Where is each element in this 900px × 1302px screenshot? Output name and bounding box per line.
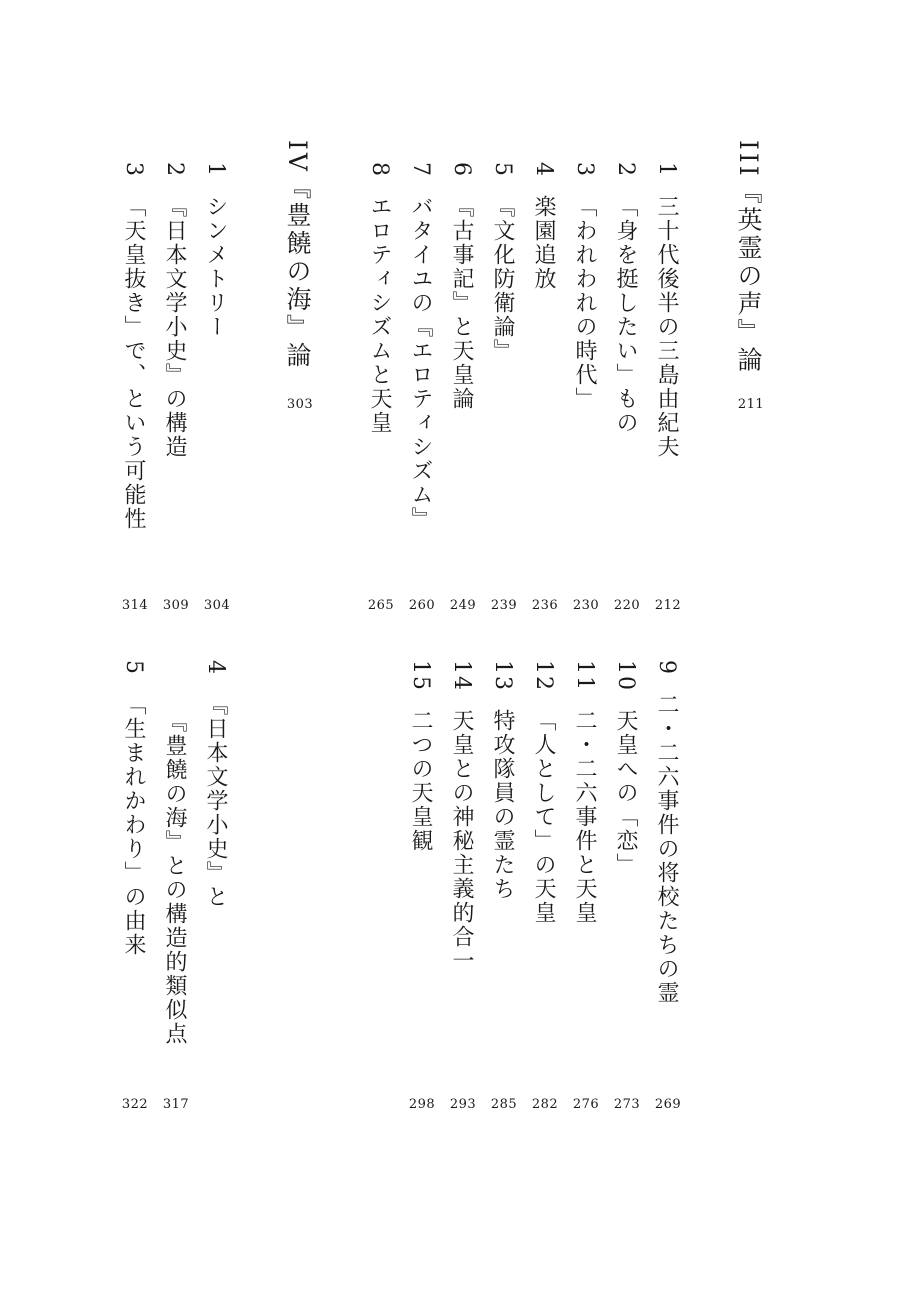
toc-entry-4-4[interactable] [204,660,226,909]
toc-entry-4-1[interactable] [204,162,226,339]
chapter-title: 「天皇抜き」で、という可能性 [121,195,146,531]
chapter-title: 「人として」の天皇 [531,709,556,925]
toc-entry-3-5[interactable] [491,162,513,363]
part-heading-3: III『英霊の声』論 [734,140,763,375]
toc-page-number: 304 [203,598,231,613]
chapter-number: 6 [449,162,474,178]
chapter-title: 天皇への「恋」 [613,709,638,877]
chapter-number: 10 [613,660,638,692]
toc-page-number: 276 [572,1097,600,1112]
toc-entry-3-9[interactable] [655,660,677,1005]
toc-entry-3-8[interactable] [368,162,390,435]
toc-entry-4-2[interactable] [163,162,185,459]
toc-entry-3-13[interactable] [491,660,513,901]
chapter-title: 三十代後半の三島由紀夫 [654,195,679,459]
chapter-number: 4 [203,660,228,676]
heading-page-number-4: 303 [286,397,314,412]
chapter-title: 「身を挺したい」もの [613,195,638,435]
chapter-title: 「生まれかわり」の由来 [121,693,146,957]
chapter-number: 8 [367,162,392,178]
toc-page-number: 269 [654,1097,682,1112]
chapter-number: 7 [408,162,433,178]
toc-page-number: 285 [490,1097,518,1112]
toc-page-number: 317 [162,1097,190,1112]
chapter-title: 「われわれの時代」 [572,195,597,411]
toc-entry-3-14[interactable] [450,660,472,973]
toc-page-number: 273 [613,1097,641,1112]
chapter-number: 1 [654,162,679,178]
toc-page-number: 212 [654,598,682,613]
toc-page-number: 298 [408,1097,436,1112]
chapter-number: 13 [490,660,515,692]
toc-entry-3-11[interactable] [573,660,595,925]
chapter-number: 3 [121,162,146,178]
toc-page-number: 239 [490,598,518,613]
chapter-number: 15 [408,660,433,692]
chapter-title: 天皇との神秘主義的合一 [449,709,474,973]
toc-entry-3-7[interactable] [409,162,431,531]
toc-page-number: 322 [121,1097,149,1112]
chapter-number: 5 [490,162,515,178]
toc-page-number: 309 [162,598,190,613]
toc-page-number: 293 [449,1097,477,1112]
part-heading-4: IV『豊饒の海』論 [283,140,312,370]
toc-entry-3-12[interactable] [532,660,554,925]
toc-entry-4-4-continuation[interactable] [163,710,185,1046]
toc-entry-3-15[interactable] [409,660,431,853]
chapter-number: 14 [449,660,474,692]
chapter-title: 『文化防衛論』 [490,195,515,363]
toc-page-number: 230 [572,598,600,613]
chapter-number: 5 [121,660,146,676]
toc-entry-3-1[interactable] [655,162,677,459]
heading-page-number-3: 211 [737,397,765,412]
chapter-title: シンメトリー [203,195,228,339]
toc-page-number: 236 [531,598,559,613]
toc-entry-3-4[interactable] [532,162,554,291]
chapter-title: エロティシズムと天皇 [367,195,392,435]
chapter-title: 二・二六事件の将校たちの霊 [654,693,679,1005]
toc-page-number: 249 [449,598,477,613]
toc-page-number: 314 [121,598,149,613]
toc-entry-4-5[interactable] [122,660,144,957]
toc-entry-3-10[interactable] [614,660,636,877]
toc-page-number: 265 [367,598,395,613]
toc-entry-4-3[interactable] [122,162,144,531]
chapter-title: 楽園追放 [531,195,556,291]
chapter-number: 3 [572,162,597,178]
chapter-number: 12 [531,660,556,692]
chapter-number: 2 [162,162,187,178]
chapter-number: 9 [654,660,679,676]
toc-page-number: 260 [408,598,436,613]
chapter-number: 1 [203,162,228,178]
chapter-number: 4 [531,162,556,178]
chapter-title: 『日本文学小史』の構造 [162,195,187,459]
chapter-title: バタイユの『エロティシズム』 [408,195,433,531]
chapter-title: 二つの天皇観 [408,709,433,853]
chapter-title: 二・二六事件と天皇 [572,709,597,925]
toc-entry-3-2[interactable] [614,162,636,435]
chapter-number: 2 [613,162,638,178]
toc-page-number: 220 [613,598,641,613]
toc-entry-3-6[interactable] [450,162,472,411]
chapter-title: 特攻隊員の霊たち [490,709,515,901]
chapter-title-continuation: 『豊饒の海』との構造的類似点 [162,710,187,1046]
chapter-title: 『古事記』と天皇論 [449,195,474,411]
chapter-title: 『日本文学小史』と [203,693,228,909]
toc-page-number: 282 [531,1097,559,1112]
toc-entry-3-3[interactable] [573,162,595,411]
chapter-number: 11 [572,660,597,692]
